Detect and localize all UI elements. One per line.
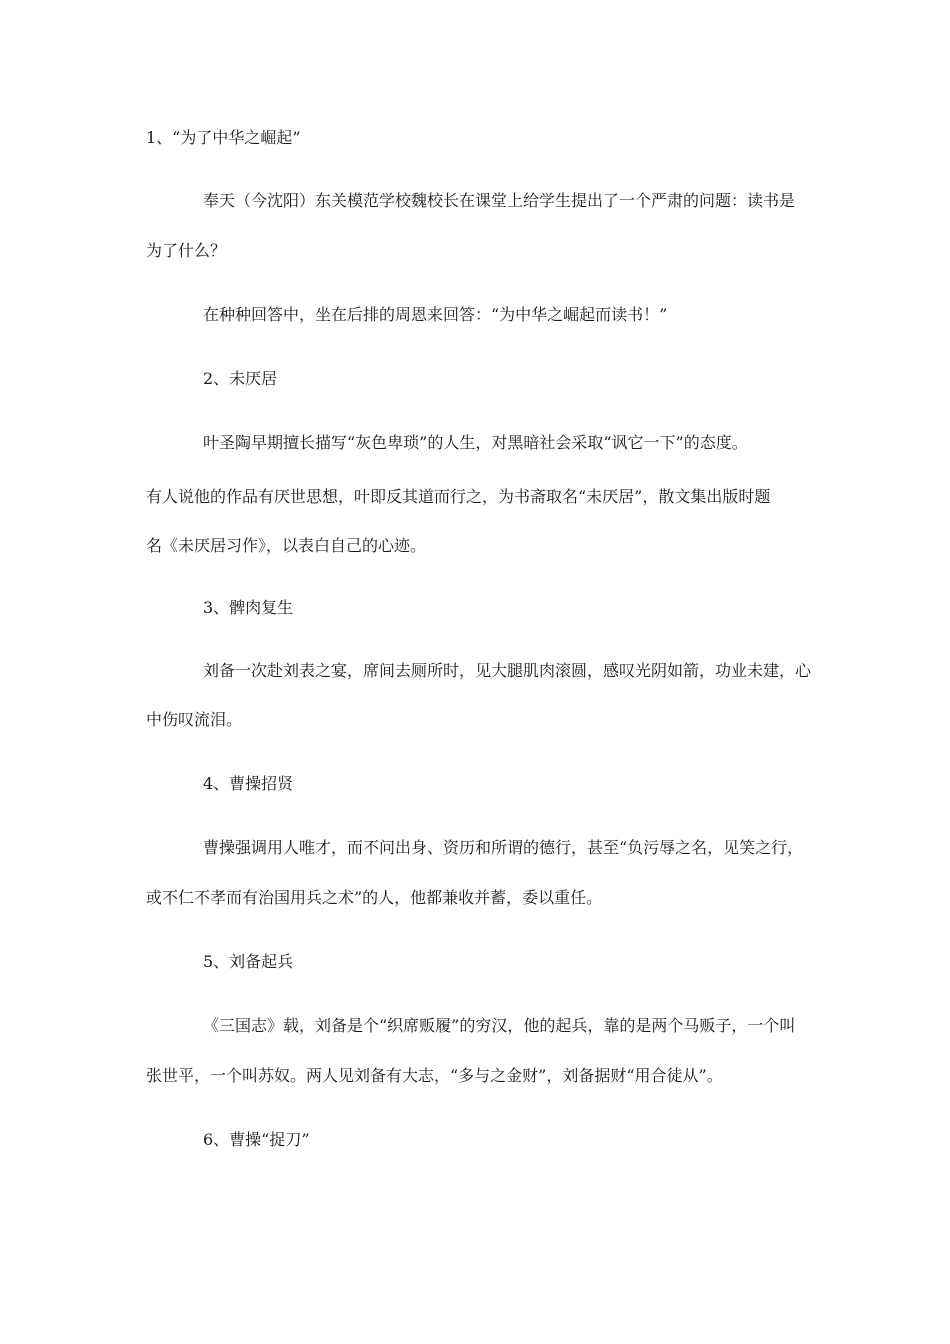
- section-3-heading: 3、髀肉复生: [203, 598, 294, 617]
- section-2-line-2: 有人说他的作品有厌世思想，叶即反其道而行之，为书斋取名“未厌居”，散文集出版时题: [146, 487, 771, 506]
- section-2-line-3: 名《未厌居习作》，以表白自己的心迹。: [146, 536, 427, 555]
- section-1-para-2-line-1: 在种种回答中，坐在后排的周恩来回答：“为中华之崛起而读书！”: [203, 305, 668, 324]
- section-3-line-1: 刘备一次赴刘表之宴，席间去厕所时，见大腿肌肉滚圆，感叹光阴如箭，功业未建，心: [203, 661, 812, 680]
- section-4-line-2: 或不仁不孝而有治国用兵之术”的人，他都兼收并蓄，委以重任。: [146, 888, 603, 907]
- section-4-line-1: 曹操强调用人唯才，而不问出身、资历和所谓的德行，甚至“负污辱之名，见笑之行，: [203, 838, 804, 857]
- section-3-line-2: 中伤叹流泪。: [146, 710, 243, 729]
- section-1-line-2: 为了什么？: [146, 241, 227, 260]
- section-1-heading: 1、“为了中华之崛起”: [146, 128, 301, 147]
- section-6-heading: 6、曹操“捉刀”: [203, 1130, 310, 1149]
- section-5-heading: 5、刘备起兵: [203, 952, 294, 971]
- section-5-line-1: 《三国志》载，刘备是个“织席贩履”的穷汉，他的起兵，靠的是两个马贩子，一个叫: [203, 1016, 796, 1035]
- section-4-heading: 4、曹操招贤: [203, 774, 294, 793]
- section-5-line-2: 张世平，一个叫苏奴。两人见刘备有大志，“多与之金财”，刘备据财“用合徒从”。: [146, 1066, 723, 1085]
- section-2-line-1: 叶圣陶早期擅长描写“灰色卑琐”的人生，对黑暗社会采取“讽它一下”的态度。: [203, 433, 748, 452]
- section-1-line-1: 奉天（今沈阳）东关模范学校魏校长在课堂上给学生提出了一个严肃的问题：读书是: [203, 191, 796, 210]
- section-2-heading: 2、未厌居: [203, 369, 278, 388]
